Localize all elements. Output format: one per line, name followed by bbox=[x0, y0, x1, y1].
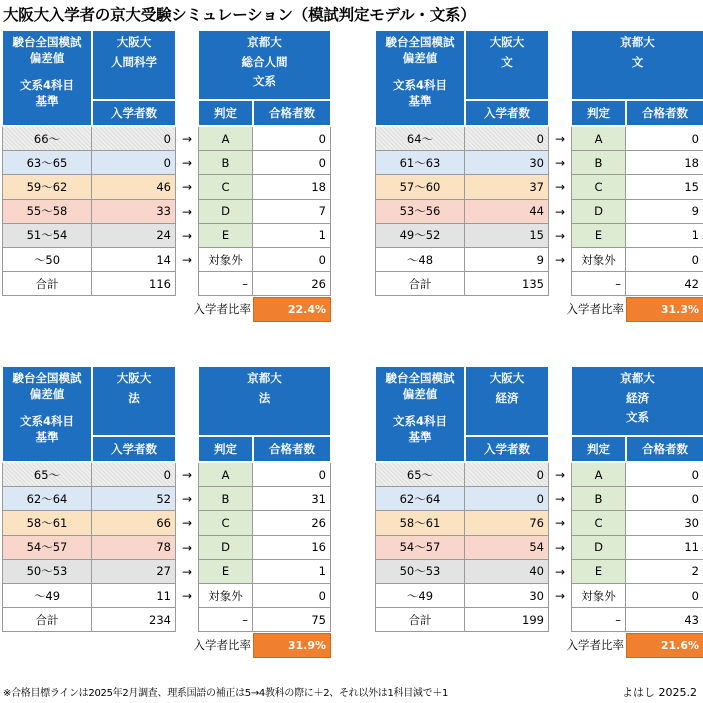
score-basis-header-line: 駿台全国模試 bbox=[12, 371, 82, 385]
enrolled-count-cell: 24 bbox=[92, 224, 176, 248]
judge-cell: C bbox=[198, 175, 253, 199]
passers-count-cell: 0 bbox=[626, 584, 703, 608]
ratio-value: 21.6% bbox=[626, 633, 703, 657]
osaka-header bbox=[92, 366, 176, 436]
total-label-cell: 合計 bbox=[375, 272, 465, 296]
score-basis-header bbox=[375, 30, 465, 126]
passers-count-cell: 0 bbox=[626, 248, 703, 272]
enrolled-count-cell: 54 bbox=[465, 536, 549, 560]
arrow-icon: → bbox=[181, 253, 193, 267]
passers-total-cell: 42 bbox=[626, 272, 703, 296]
osaka-header bbox=[465, 366, 549, 436]
arrow-icon: → bbox=[554, 492, 566, 507]
arrow-icon: → bbox=[554, 180, 566, 195]
score-band-cell: 62～64 bbox=[375, 487, 465, 511]
kyoto-header-line: 京都大 bbox=[247, 35, 282, 49]
passers-count-cell: 0 bbox=[626, 463, 703, 487]
ratio-value: 22.4% bbox=[253, 297, 331, 321]
enrolled-column-header: 入学者数 bbox=[92, 436, 176, 462]
total-label-cell: 合計 bbox=[375, 608, 465, 632]
kyoto-header bbox=[198, 30, 331, 100]
enrolled-column-header: 入学者数 bbox=[465, 436, 549, 462]
score-basis-header-line: 基準 bbox=[408, 429, 432, 444]
osaka-header-line: 文 bbox=[501, 54, 513, 69]
total-judge-cell: – bbox=[571, 608, 626, 632]
judge-cell: E bbox=[571, 224, 626, 248]
score-band-cell: 65～ bbox=[375, 463, 465, 487]
judge-column-header: 判定 bbox=[571, 436, 626, 462]
score-band-cell: 66～ bbox=[2, 127, 92, 151]
enrolled-count-cell: 76 bbox=[465, 511, 549, 535]
enrolled-count-cell: 37 bbox=[465, 175, 549, 199]
judge-cell: 対象外 bbox=[571, 248, 626, 272]
judge-cell: A bbox=[198, 127, 253, 151]
judge-cell: C bbox=[198, 511, 253, 535]
enrolled-count-cell: 0 bbox=[92, 463, 176, 487]
passers-column-header: 合格者数 bbox=[626, 436, 703, 462]
score-basis-header-line: 駿台全国模試 bbox=[385, 371, 455, 385]
judge-cell: 対象外 bbox=[198, 248, 253, 272]
score-basis-header-line: 駿台全国模試 bbox=[12, 35, 82, 49]
enrolled-count-cell: 40 bbox=[465, 560, 549, 584]
arrow-icon: → bbox=[181, 468, 193, 482]
enrolled-count-cell: 0 bbox=[465, 487, 549, 511]
judge-cell: A bbox=[198, 463, 253, 487]
arrow-icon: → bbox=[181, 204, 193, 219]
arrow-icon: → bbox=[554, 516, 566, 531]
arrow-icon: → bbox=[181, 540, 193, 555]
osaka-header bbox=[465, 30, 549, 100]
arrow-icon: → bbox=[554, 564, 566, 579]
arrow-icon: → bbox=[181, 156, 193, 171]
enrolled-count-cell: 78 bbox=[92, 536, 176, 560]
osaka-header-line: 人間科学 bbox=[111, 54, 157, 69]
ratio-label: 入学者比率 bbox=[193, 302, 251, 317]
arrow-icon: → bbox=[554, 132, 566, 146]
passers-count-cell: 0 bbox=[253, 463, 331, 487]
arrow-icon: → bbox=[554, 589, 566, 603]
passers-count-cell: 0 bbox=[253, 151, 331, 175]
passers-column-header: 合格者数 bbox=[253, 100, 331, 126]
page-title: 大阪大入学者の京大受験シミュレーション（模試判定モデル・文系） bbox=[3, 6, 476, 24]
osaka-header bbox=[92, 30, 176, 100]
score-basis-header-line: 偏差値 bbox=[29, 386, 65, 401]
kyoto-header bbox=[571, 30, 703, 100]
kyoto-header-line: 京都大 bbox=[620, 371, 655, 385]
osaka-header-line: 経済 bbox=[495, 390, 519, 405]
score-band-cell: 54～57 bbox=[2, 536, 92, 560]
passers-count-cell: 31 bbox=[253, 487, 331, 511]
kyoto-header-line: 京都大 bbox=[247, 371, 282, 385]
score-basis-header-line: 文系4科目 bbox=[392, 78, 447, 93]
score-basis-header-line: 偏差値 bbox=[402, 50, 438, 65]
score-band-cell: 61～63 bbox=[375, 151, 465, 175]
kyoto-header-line: 総合人間 bbox=[241, 54, 288, 69]
kyoto-header-line: 文 bbox=[631, 54, 644, 69]
enrolled-total-cell: 234 bbox=[92, 608, 176, 632]
judge-cell: B bbox=[198, 151, 253, 175]
arrow-icon: → bbox=[554, 204, 566, 219]
judge-cell: D bbox=[198, 536, 253, 560]
enrolled-count-cell: 66 bbox=[92, 511, 176, 535]
score-band-cell: ～49 bbox=[2, 584, 92, 608]
passers-total-cell: 75 bbox=[253, 608, 331, 632]
osaka-header-line: 法 bbox=[128, 390, 140, 405]
score-band-cell: ～48 bbox=[375, 248, 465, 272]
enrolled-column-header: 入学者数 bbox=[92, 100, 176, 126]
total-judge-cell: – bbox=[571, 272, 626, 296]
enrolled-count-cell: 46 bbox=[92, 175, 176, 199]
score-band-cell: 64～ bbox=[375, 127, 465, 151]
score-basis-header bbox=[2, 366, 92, 462]
panel-3 bbox=[2, 366, 332, 676]
kyoto-header-line: 京都大 bbox=[620, 35, 655, 49]
arrow-icon: → bbox=[554, 468, 566, 482]
judge-cell: 対象外 bbox=[571, 584, 626, 608]
osaka-header-line: 大阪大 bbox=[116, 35, 152, 49]
judge-cell: A bbox=[571, 127, 626, 151]
score-basis-header-line: 偏差値 bbox=[29, 50, 65, 65]
score-basis-header bbox=[2, 30, 92, 126]
arrow-icon: → bbox=[181, 492, 193, 507]
enrolled-total-cell: 116 bbox=[92, 272, 176, 296]
score-band-cell: 62～64 bbox=[2, 487, 92, 511]
enrolled-count-cell: 15 bbox=[465, 224, 549, 248]
passers-total-cell: 43 bbox=[626, 608, 703, 632]
passers-count-cell: 0 bbox=[626, 127, 703, 151]
osaka-header-line: 大阪大 bbox=[116, 371, 152, 385]
enrolled-total-cell: 135 bbox=[465, 272, 549, 296]
score-basis-header bbox=[375, 366, 465, 462]
arrow-icon: → bbox=[554, 253, 566, 267]
arrow-icon: → bbox=[554, 540, 566, 555]
total-label-cell: 合計 bbox=[2, 608, 92, 632]
enrolled-count-cell: 52 bbox=[92, 487, 176, 511]
score-basis-header-line: 文系4科目 bbox=[392, 414, 447, 429]
judge-cell: D bbox=[571, 536, 626, 560]
kyoto-header bbox=[571, 366, 703, 436]
enrolled-count-cell: 0 bbox=[92, 151, 176, 175]
judge-cell: 対象外 bbox=[198, 584, 253, 608]
judge-column-header: 判定 bbox=[198, 436, 253, 462]
arrow-icon: → bbox=[181, 564, 193, 579]
score-band-cell: 50～53 bbox=[375, 560, 465, 584]
judge-cell: B bbox=[571, 151, 626, 175]
score-band-cell: 65～ bbox=[2, 463, 92, 487]
score-band-cell: 63～65 bbox=[2, 151, 92, 175]
passers-total-cell: 26 bbox=[253, 272, 331, 296]
passers-count-cell: 11 bbox=[626, 536, 703, 560]
arrow-icon: → bbox=[181, 516, 193, 531]
osaka-header-line: 大阪大 bbox=[489, 35, 525, 49]
footer-note: ※合格目標ラインは2025年2月調査、理系国語の補正は5→4教科の際に＋2、それ以外は1科目減で＋1 bbox=[3, 688, 449, 699]
judge-cell: A bbox=[571, 463, 626, 487]
passers-count-cell: 18 bbox=[626, 151, 703, 175]
panel-2 bbox=[375, 30, 703, 340]
passers-count-cell: 0 bbox=[253, 248, 331, 272]
score-band-cell: 49～52 bbox=[375, 224, 465, 248]
enrolled-count-cell: 9 bbox=[465, 248, 549, 272]
passers-column-header: 合格者数 bbox=[626, 100, 703, 126]
arrow-icon: → bbox=[181, 228, 193, 243]
score-basis-header-line: 偏差値 bbox=[402, 386, 438, 401]
score-band-cell: ～50 bbox=[2, 248, 92, 272]
enrolled-count-cell: 33 bbox=[92, 200, 176, 224]
judge-cell: E bbox=[571, 560, 626, 584]
kyoto-header-line: 法 bbox=[258, 390, 271, 405]
ratio-label: 入学者比率 bbox=[193, 638, 251, 653]
score-band-cell: 59～62 bbox=[2, 175, 92, 199]
ratio-label: 入学者比率 bbox=[566, 302, 624, 317]
passers-count-cell: 0 bbox=[626, 487, 703, 511]
kyoto-header bbox=[198, 366, 331, 436]
passers-count-cell: 0 bbox=[253, 127, 331, 151]
total-label-cell: 合計 bbox=[2, 272, 92, 296]
score-band-cell: 57～60 bbox=[375, 175, 465, 199]
arrow-icon: → bbox=[554, 156, 566, 171]
judge-cell: D bbox=[198, 200, 253, 224]
score-band-cell: 50～53 bbox=[2, 560, 92, 584]
passers-count-cell: 30 bbox=[626, 511, 703, 535]
enrolled-count-cell: 30 bbox=[465, 151, 549, 175]
enrolled-count-cell: 30 bbox=[465, 584, 549, 608]
passers-count-cell: 1 bbox=[626, 224, 703, 248]
judge-column-header: 判定 bbox=[571, 100, 626, 126]
total-judge-cell: – bbox=[198, 608, 253, 632]
enrolled-count-cell: 0 bbox=[465, 463, 549, 487]
score-basis-header-line: 基準 bbox=[35, 93, 59, 108]
passers-count-cell: 15 bbox=[626, 175, 703, 199]
score-band-cell: 54～57 bbox=[375, 536, 465, 560]
passers-count-cell: 9 bbox=[626, 200, 703, 224]
passers-count-cell: 26 bbox=[253, 511, 331, 535]
score-basis-header-line: 文系4科目 bbox=[19, 414, 74, 429]
enrolled-total-cell: 199 bbox=[465, 608, 549, 632]
passers-count-cell: 16 bbox=[253, 536, 331, 560]
score-band-cell: 55～58 bbox=[2, 200, 92, 224]
passers-count-cell: 2 bbox=[626, 560, 703, 584]
arrow-icon: → bbox=[181, 180, 193, 195]
judge-cell: B bbox=[571, 487, 626, 511]
panel-4 bbox=[375, 366, 703, 676]
ratio-value: 31.3% bbox=[626, 297, 703, 321]
enrolled-count-cell: 0 bbox=[92, 127, 176, 151]
arrow-icon: → bbox=[181, 589, 193, 603]
passers-count-cell: 7 bbox=[253, 200, 331, 224]
kyoto-header-line: 文系 bbox=[253, 74, 276, 89]
passers-count-cell: 1 bbox=[253, 560, 331, 584]
footer-signature: よはし 2025.2 bbox=[622, 686, 697, 699]
ratio-label: 入学者比率 bbox=[566, 638, 624, 653]
enrolled-count-cell: 14 bbox=[92, 248, 176, 272]
score-basis-header-line: 基準 bbox=[408, 93, 432, 108]
ratio-value: 31.9% bbox=[253, 633, 331, 657]
kyoto-header-line: 文系 bbox=[626, 410, 649, 425]
judge-cell: E bbox=[198, 224, 253, 248]
score-band-cell: 53～56 bbox=[375, 200, 465, 224]
osaka-header-line: 大阪大 bbox=[489, 371, 525, 385]
score-band-cell: 58～61 bbox=[375, 511, 465, 535]
enrolled-count-cell: 0 bbox=[465, 127, 549, 151]
passers-column-header: 合格者数 bbox=[253, 436, 331, 462]
enrolled-count-cell: 44 bbox=[465, 200, 549, 224]
score-band-cell: 51～54 bbox=[2, 224, 92, 248]
score-band-cell: 58～61 bbox=[2, 511, 92, 535]
judge-column-header: 判定 bbox=[198, 100, 253, 126]
enrolled-count-cell: 11 bbox=[92, 584, 176, 608]
passers-count-cell: 1 bbox=[253, 224, 331, 248]
passers-count-cell: 0 bbox=[253, 584, 331, 608]
panel-1 bbox=[2, 30, 332, 340]
enrolled-column-header: 入学者数 bbox=[465, 100, 549, 126]
enrolled-count-cell: 27 bbox=[92, 560, 176, 584]
judge-cell: C bbox=[571, 511, 626, 535]
total-judge-cell: – bbox=[198, 272, 253, 296]
score-band-cell: ～49 bbox=[375, 584, 465, 608]
arrow-icon: → bbox=[554, 228, 566, 243]
arrow-icon: → bbox=[181, 132, 193, 146]
judge-cell: D bbox=[571, 200, 626, 224]
score-basis-header-line: 文系4科目 bbox=[19, 78, 74, 93]
judge-cell: E bbox=[198, 560, 253, 584]
score-basis-header-line: 駿台全国模試 bbox=[385, 35, 455, 49]
judge-cell: B bbox=[198, 487, 253, 511]
kyoto-header-line: 経済 bbox=[626, 390, 649, 405]
judge-cell: C bbox=[571, 175, 626, 199]
passers-count-cell: 18 bbox=[253, 175, 331, 199]
score-basis-header-line: 基準 bbox=[35, 429, 59, 444]
